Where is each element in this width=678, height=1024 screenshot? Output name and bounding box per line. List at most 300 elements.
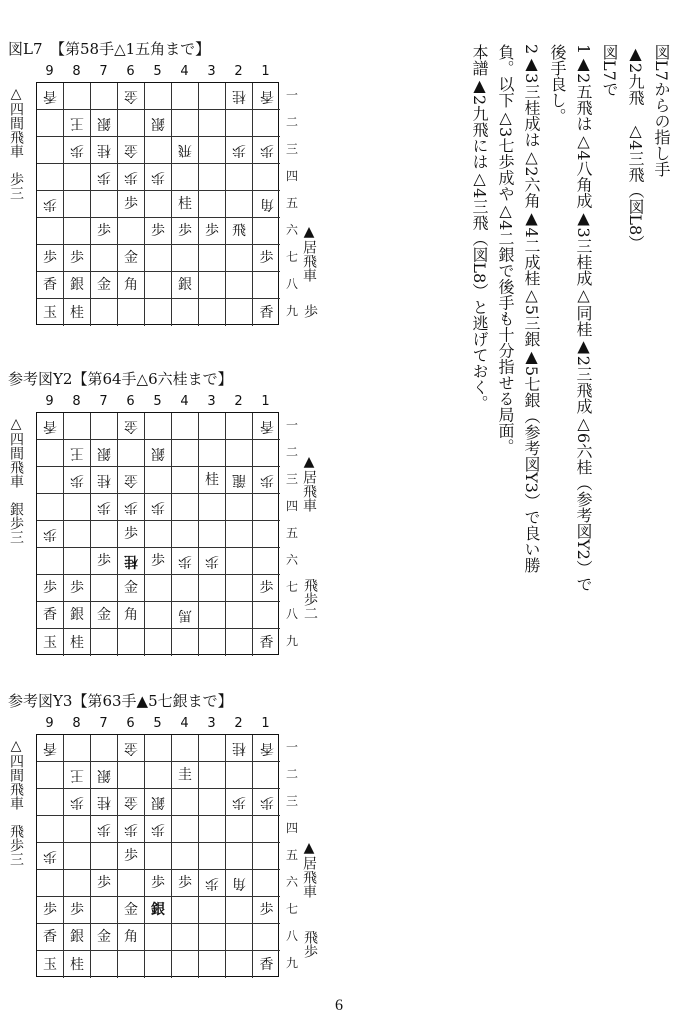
board-square [253,735,280,762]
board-square [118,870,145,897]
sente-piece: 金 [97,607,111,623]
gote-piece: 銀 [97,445,111,461]
board-square [64,548,91,575]
file-number: 1 [261,64,270,79]
board-square [91,602,118,629]
board-square [253,413,280,440]
board-square [199,575,226,602]
board-square [64,575,91,602]
board-square [145,789,172,816]
file-number: 4 [180,64,189,79]
board-square [91,440,118,467]
board-square [91,629,118,656]
board-square [172,245,199,272]
diagram-title: 参考図Y2【第64手△6六桂まで】 [8,370,233,388]
gote-piece: 銀 [151,115,165,131]
board-square [199,602,226,629]
sente-piece: 歩 [151,875,165,891]
shogi-board [36,734,279,977]
rank-number: 五 [285,526,298,540]
gote-piece: 角 [259,196,274,212]
board-square [226,548,253,575]
file-number: 3 [207,394,216,409]
board-square [226,924,253,951]
rank-numbers [284,82,300,325]
gote-piece: 歩 [232,142,246,158]
sente-hand: 歩 [302,304,318,318]
board-square [172,110,199,137]
rank-number: 七 [285,902,298,916]
board-square [172,924,199,951]
board-square [91,575,118,602]
board-square [199,548,226,575]
board-square [64,191,91,218]
board-square [118,575,145,602]
board-square [226,467,253,494]
board-square [64,924,91,951]
board-square [91,548,118,575]
sente-piece: 歩 [70,902,84,918]
board-square [253,494,280,521]
board-square [172,816,199,843]
board-square [145,413,172,440]
board-square [172,870,199,897]
gote-hand: △四間飛車 飛歩三 [8,738,24,866]
gote-piece: 歩 [205,875,219,891]
sente-piece: 角 [124,929,138,945]
board-square [37,413,64,440]
sente-hand: 飛歩 [302,930,318,958]
gote-piece: 歩 [259,472,274,488]
board-square [253,164,280,191]
board-square [226,137,253,164]
board-square [37,521,64,548]
sente-piece: 香 [259,634,274,651]
commentary-section: 図L7で [600,44,619,97]
gote-piece: 香 [43,88,57,104]
rank-number: 三 [285,472,298,486]
board-square [64,629,91,656]
gote-piece: 香 [259,88,274,104]
rank-number: 一 [285,418,298,432]
rank-number: 四 [285,821,298,835]
board-square [226,897,253,924]
sente-piece: 歩 [178,223,192,239]
gote-piece: 歩 [97,821,111,837]
board-square [37,467,64,494]
board-square [91,467,118,494]
sente-piece: 香 [259,304,274,321]
board-square [253,245,280,272]
board-square [253,897,280,924]
board-square [226,440,253,467]
board-square [172,843,199,870]
sente-piece: 歩 [151,223,165,239]
sente-piece: 歩 [43,902,57,918]
board-square [199,467,226,494]
file-numbers [36,394,279,412]
gote-piece: 桂 [97,472,111,488]
board-square [118,629,145,656]
board-square [118,602,145,629]
board-square [118,789,145,816]
sente-piece: 玉 [43,304,57,321]
board-square [253,110,280,137]
rank-number: 一 [285,88,298,102]
gote-piece: 王 [70,445,84,461]
board-square [199,191,226,218]
sente-piece: 歩 [124,848,138,864]
board-square [37,789,64,816]
gote-piece: 金 [124,142,138,158]
rank-number: 九 [285,634,298,648]
board-square [118,83,145,110]
board-square [172,164,199,191]
rank-number: 三 [285,142,298,156]
board-square [37,191,64,218]
rank-number: 八 [285,277,298,291]
board-square [145,272,172,299]
board-square [172,137,199,164]
board-square [145,137,172,164]
board-square [226,299,253,326]
board-square [91,951,118,978]
board-square [226,575,253,602]
board-square [64,897,91,924]
board-square [253,629,280,656]
board-square [199,629,226,656]
gote-piece: 歩 [259,794,274,810]
board-square [145,299,172,326]
board-square [253,299,280,326]
gote-piece: 金 [124,418,138,434]
board-square [64,467,91,494]
commentary [412,44,674,604]
board-square [145,164,172,191]
file-number: 3 [207,716,216,731]
board-square [199,897,226,924]
board-square [37,272,64,299]
board-square [226,245,253,272]
board-square [172,629,199,656]
board-square [172,191,199,218]
board-square [118,494,145,521]
board-square [199,218,226,245]
file-number: 2 [234,394,243,409]
board-square [253,762,280,789]
rank-number: 三 [285,794,298,808]
sente-piece: 歩 [70,580,84,596]
board-square [145,218,172,245]
board-square [64,440,91,467]
board-square [226,870,253,897]
file-number: 8 [72,394,81,409]
board-square [253,137,280,164]
board-square [91,413,118,440]
board-square [253,575,280,602]
sente-piece: 香 [43,607,57,623]
sente-piece: 歩 [70,250,84,266]
board-square [64,816,91,843]
board-square [64,521,91,548]
file-number: 6 [126,716,135,731]
board-square [64,789,91,816]
board-square [91,245,118,272]
rank-number: 六 [285,553,298,567]
board-square [91,816,118,843]
file-number: 5 [153,64,162,79]
gote-hand: △四間飛車 歩三 [8,86,24,200]
board-square [226,191,253,218]
board-square [199,521,226,548]
gote-piece: 金 [124,472,138,488]
sente-piece: 歩 [124,196,138,212]
sente-piece: 香 [43,929,57,945]
board-square [226,951,253,978]
board-square [37,440,64,467]
sente-piece: 歩 [259,902,274,918]
board-square [64,870,91,897]
board-square [37,762,64,789]
gote-piece: 歩 [97,499,111,515]
sente-piece: 銀 [70,607,84,623]
sente-piece: 桂 [178,196,192,212]
file-number: 2 [234,716,243,731]
board-square [37,137,64,164]
file-number: 9 [45,394,54,409]
file-numbers [36,64,279,82]
board-square [37,548,64,575]
board-square [253,191,280,218]
sente-piece: 香 [259,956,274,973]
gote-piece: 香 [43,418,57,434]
sente-piece: 歩 [43,250,57,266]
commentary-point-2: 2▲3三桂成は△2六角▲4二成桂△5三銀▲5七銀（参考図Y3）で良い勝負。以下△3七歩成や△4二銀で後手も十分指せる局面。 [496,44,541,573]
gote-piece: 龍 [232,472,246,488]
board-square [118,299,145,326]
sente-player: ▲居飛車 [301,840,317,898]
board-square [172,951,199,978]
file-number: 1 [261,394,270,409]
board-square [226,762,253,789]
file-number: 6 [126,394,135,409]
rank-number: 六 [285,223,298,237]
board-square [37,83,64,110]
gote-piece: 歩 [178,553,192,569]
board-square [64,843,91,870]
board-square [226,816,253,843]
board-square [64,413,91,440]
board-square [91,924,118,951]
sente-player: ▲居飛車 [301,454,317,512]
board-square [145,191,172,218]
board-square [64,137,91,164]
board-square [172,735,199,762]
sente-piece: 香 [43,277,57,293]
board-square [37,110,64,137]
board-square [118,218,145,245]
rank-number: 一 [285,740,298,754]
board-square [226,110,253,137]
rank-number: 四 [285,169,298,183]
board-square [226,735,253,762]
board-square [226,629,253,656]
board-square [91,110,118,137]
gote-piece: 王 [70,115,84,131]
rank-number: 八 [285,929,298,943]
rank-number: 四 [285,499,298,513]
file-number: 9 [45,64,54,79]
board-square [118,924,145,951]
board-square [64,299,91,326]
gote-piece: 角 [232,875,246,891]
board-square [253,924,280,951]
board-square [118,735,145,762]
sente-piece: 飛 [232,223,246,239]
file-number: 6 [126,64,135,79]
board-square [118,521,145,548]
sente-piece: 金 [124,580,138,596]
board-square [145,548,172,575]
gote-piece: 歩 [205,553,219,569]
rank-number: 二 [285,445,298,459]
board-square [118,951,145,978]
board-square [91,789,118,816]
board-square [199,245,226,272]
sente-piece: 歩 [151,553,165,569]
file-number: 7 [99,716,108,731]
board-square [145,83,172,110]
board-square [199,789,226,816]
board-square [253,816,280,843]
board-square [253,83,280,110]
board-square [145,629,172,656]
board-square [37,924,64,951]
rank-numbers [284,412,300,655]
board-square [253,951,280,978]
board-square [199,951,226,978]
board-square [172,299,199,326]
diagram-y3 [0,690,330,1010]
board-square [118,164,145,191]
board-square [118,413,145,440]
gote-piece: 歩 [124,821,138,837]
sente-piece: 桂 [70,634,84,651]
board-square [37,735,64,762]
board-square [37,218,64,245]
board-square [145,575,172,602]
board-square [37,602,64,629]
board-square [37,245,64,272]
board-square [226,789,253,816]
file-number: 9 [45,716,54,731]
sente-piece: 桂 [70,956,84,973]
board-square [199,816,226,843]
board-square [91,521,118,548]
gote-piece: 歩 [151,169,165,185]
board-square [172,548,199,575]
gote-piece: 歩 [97,169,111,185]
board-square [91,494,118,521]
gote-piece: 歩 [124,169,138,185]
board-square [199,494,226,521]
board-square [91,272,118,299]
board-square [172,521,199,548]
sente-piece: 玉 [43,956,57,973]
rank-number: 五 [285,196,298,210]
board-square [118,272,145,299]
board-square [118,843,145,870]
board-square [172,440,199,467]
board-square [199,924,226,951]
gote-piece: 金 [124,794,138,810]
file-number: 3 [207,64,216,79]
board-square [172,897,199,924]
file-number: 2 [234,64,243,79]
gote-piece: 飛 [178,142,192,158]
board-square [199,843,226,870]
board-square [91,83,118,110]
board-square [145,843,172,870]
board-square [64,735,91,762]
board-square [172,218,199,245]
board-square [145,951,172,978]
gote-piece: 桂 [124,553,138,569]
board-square [253,870,280,897]
gote-piece: 香 [259,418,274,434]
sente-piece: 銀 [70,929,84,945]
gote-piece: 銀 [151,794,165,810]
board-square [37,575,64,602]
board-square [172,575,199,602]
gote-piece: 歩 [70,472,84,488]
board-square [172,494,199,521]
board-square [226,521,253,548]
sente-piece: 歩 [97,875,111,891]
board-square [145,897,172,924]
board-square [199,272,226,299]
file-number: 7 [99,64,108,79]
board-square [172,83,199,110]
sente-piece: 圭 [178,767,192,783]
sente-piece: 玉 [43,634,57,651]
file-number: 4 [180,716,189,731]
board-square [199,870,226,897]
gote-piece: 香 [259,740,274,756]
board-square [64,951,91,978]
board-square [145,762,172,789]
commentary-moves: ▲2九飛 △4三飛（図L8） [626,44,645,252]
board-square [118,816,145,843]
board-square [64,602,91,629]
rank-number: 五 [285,848,298,862]
board-square [37,951,64,978]
board-square [145,110,172,137]
sente-piece: 歩 [97,553,111,569]
board-square [37,299,64,326]
sente-piece: 歩 [205,223,219,239]
board-square [226,602,253,629]
sente-piece: 歩 [259,250,274,266]
sente-piece: 桂 [70,304,84,321]
board-square [226,843,253,870]
sente-piece: 銀 [178,277,192,293]
commentary-heading: 図L7からの指し手 [652,44,671,177]
gote-piece: 香 [43,740,57,756]
board-square [172,413,199,440]
board-square [172,602,199,629]
board-square [199,440,226,467]
